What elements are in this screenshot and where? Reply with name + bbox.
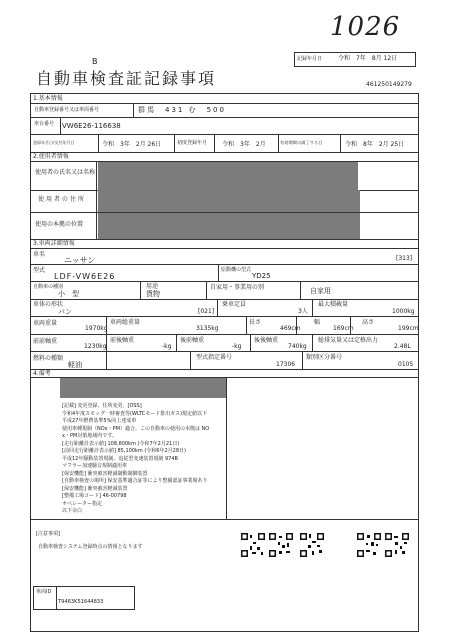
notes-redaction <box>60 378 226 398</box>
note-line: [保安機能] 衝突被害軽減制動制御装置 <box>62 470 148 477</box>
note-line: 使用車種規制（NOx・PM）適合。この自動車の使用の本拠は NO <box>62 425 210 432</box>
chassis-value: VW6E26-116638 <box>62 122 121 130</box>
vehicle-id-value: T9463K51644833 <box>58 598 104 605</box>
note-line: 令和4年度スモッグ一時審査等(WLTCモード排出ガス)規定値以下 <box>62 410 208 417</box>
vehicle-id-label: 車両ID <box>36 589 52 595</box>
first-year-value: 令和 3年 2月 <box>222 141 266 148</box>
gross-weight-value: 3135kg <box>196 325 219 332</box>
front-front-axle-label: 前前軸重 <box>33 338 58 345</box>
reg-label: 自動車登録番号又は車両番号 <box>34 107 100 113</box>
note-line: [前回走行距離計表示値] 85,100km (令和6年2月28日) <box>62 448 186 454</box>
qr-code-icon <box>269 533 293 557</box>
front-rear-axle-label: 前後軸重 <box>110 337 135 344</box>
record-date-box <box>294 52 416 67</box>
engine-value: YD25 <box>252 272 271 280</box>
use-label: 自家用・事業用の別 <box>210 284 265 291</box>
note-line: 平成12年駆動装置規制、追従型変速装置規制 974B <box>62 455 178 462</box>
capacity-value: 3人 <box>298 308 308 315</box>
notes-list <box>62 402 224 515</box>
rear-front-axle-value: -kg <box>232 343 242 350</box>
note-line: マフラー加速騒音規制適用車 <box>62 463 128 469</box>
note-line: [整備工場コード] 46-00798 <box>62 493 127 499</box>
qr-code-icon <box>300 533 324 557</box>
user-address-label: 使用者の住所 <box>38 196 87 203</box>
section4-label: 4.備考 <box>33 370 51 377</box>
length-value: 469cm <box>280 325 301 332</box>
note-line: オペレーター指定 <box>62 500 103 507</box>
engine-label: 原動機の型式 <box>221 267 252 273</box>
width-value: 169cm <box>333 325 354 332</box>
gross-weight-label: 車両総重量 <box>110 319 141 326</box>
first-reg-label: 登録年月日/交付年月日 <box>33 140 75 146</box>
designation-value: 17306 <box>276 361 296 368</box>
document-title: 自動車検査証記録事項 <box>36 69 217 88</box>
chassis-label: 車台番号 <box>34 121 55 127</box>
note-line: [記載] 変更登録、住所変更、[OSS] <box>62 403 142 409</box>
model-label: 型式 <box>33 267 46 274</box>
body-code: [021] <box>198 308 215 315</box>
qr-code-icon <box>357 533 381 557</box>
user-name-label: 使用者の氏名又は名称 <box>35 169 96 176</box>
capacity-label: 乗車定員 <box>222 301 247 308</box>
maker-code: [313] <box>396 255 413 262</box>
max-load-value: 1000kg <box>392 308 415 315</box>
expiry-value: 令和 8年 2月 25日 <box>345 141 405 148</box>
weight-label: 車両重量 <box>33 320 58 327</box>
record-date-label: 記録年月日 <box>297 56 323 62</box>
rear-rear-axle-label: 後後軸重 <box>254 337 279 344</box>
fuel-label: 燃料の種類 <box>33 355 64 362</box>
doc-number: 461250149279 <box>366 81 412 88</box>
base-location-label: 使用の本拠の位置 <box>35 221 84 228</box>
rear-rear-axle-value: 740kg <box>288 343 307 350</box>
first-year-label: 初度登録年月 <box>177 140 208 146</box>
qr-code-icon <box>385 533 409 557</box>
qr-code-icon <box>241 533 265 557</box>
height-label: 高さ <box>362 319 375 326</box>
note-line: x・PM対策地域内です。 <box>62 433 117 439</box>
user-address-redaction <box>98 190 360 212</box>
height-value: 199cm <box>398 325 419 332</box>
use-value: 自家用 <box>310 287 331 295</box>
body-value: バン <box>58 308 72 316</box>
base-location-redaction <box>98 213 360 239</box>
type-value: 小 型 <box>58 290 79 298</box>
purpose-value: 貨物 <box>146 290 160 298</box>
designation-label: 型式指定番号 <box>196 354 233 361</box>
front-rear-axle-value: -kg <box>162 343 172 350</box>
expiry-label: 有効期間の満了する日 <box>280 140 323 146</box>
note-line: 以下余白 <box>62 508 83 514</box>
handwritten-number: 1026 <box>330 12 401 42</box>
record-date-value: 令和 7年 8月 12日 <box>338 55 398 62</box>
weight-value: 1970kg <box>85 325 108 332</box>
maker-label: 車名 <box>33 251 46 258</box>
mark-b: B <box>92 57 98 66</box>
reg-value: 群馬 431 む 500 <box>138 106 226 114</box>
notice-text: 自動車検査システム登録時点の情報となります <box>38 544 143 550</box>
rear-front-axle-label: 後前軸重 <box>180 337 205 344</box>
section3-label: 3.車両詳細情報 <box>33 240 75 247</box>
width-label: 幅 <box>314 319 321 326</box>
note-line: 平成27年燃費基準5%向上達成車 <box>62 418 137 424</box>
displacement-label: 総排気量又は定格出力 <box>318 337 379 344</box>
purpose-label: 用途 <box>146 283 159 290</box>
model-value: LDF-VW6E26 <box>54 272 116 281</box>
front-front-axle-value: 1230kg <box>84 343 107 350</box>
section1-label: 1.基本情報 <box>33 95 63 102</box>
note-line: [自動車検査の場所] 保安基準適合証等により整備認証事業場あり <box>62 478 208 484</box>
notice-label: [注意事項] <box>36 531 60 537</box>
user-name-redaction <box>98 162 358 190</box>
type-label: 自動車の種別 <box>33 284 64 290</box>
vehicle-id-box <box>33 586 135 610</box>
maker-value: ニッサン <box>64 256 96 265</box>
category-value: 0105 <box>398 361 414 368</box>
note-line: [保安機能] 衝突被害軽減装置 <box>62 485 128 492</box>
category-label: 類別区分番号 <box>306 354 343 361</box>
displacement-value: 2.48L <box>394 343 411 350</box>
note-line: [走行距離計表示値] 108,800km (令和7年2月21日) <box>62 440 180 447</box>
section2-label: 2.使用者情報 <box>33 153 69 160</box>
body-label: 車体の形状 <box>33 301 64 308</box>
first-reg-value: 令和 3年 2月 26日 <box>102 141 162 148</box>
length-label: 長さ <box>249 319 262 326</box>
max-load-label: 最大積載量 <box>318 301 349 308</box>
fuel-value: 軽油 <box>68 361 82 369</box>
